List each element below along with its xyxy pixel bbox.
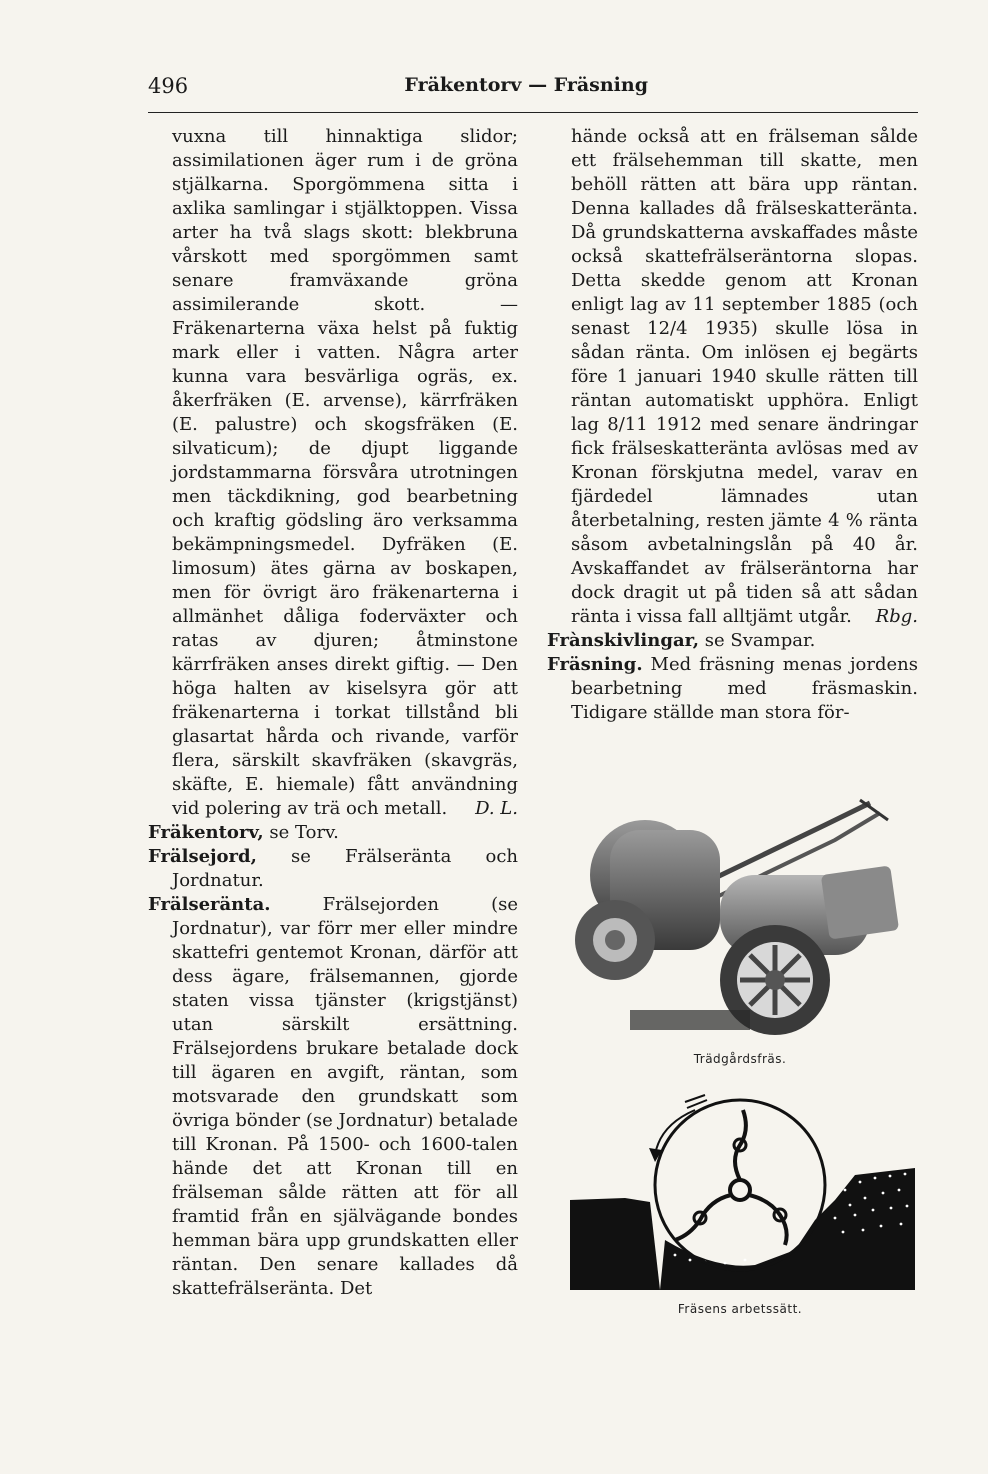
caption-garden-tiller: Trädgårdsfräs.: [693, 1052, 787, 1066]
fralseranta-cont-text: hände också att en frälseman sålde ett frälsehemman till skatte, men behöll rätten att bära upp räntan. Denna kallades då frälseskatteränta. Då grundskatterna avskaffades måste också skattefrälseräntorna slopas. Detta skedde genom att Kronan enligt lag av 11 september 1885 (och senast 12/4 1935) skulle lösa in sådan ränta. Om inlösen ej begärts före 1 januari 1940 skulle rätten till räntan automatiskt upphöra. Enligt lag 8/11 1912 med senare ändringar fick frälseskatteränta avlösas med av Kronan förskjutna medel, varav en fjärdedel lämnades utan återbetalning, resten jämte 4 % ränta såsom avbetalningslån på 40 år. Avskaffandet av frälseräntorna har dock dragit ut på tiden så att sådan ränta i vissa fall alltjämt utgår.: [571, 126, 918, 627]
author-signature-rbg: Rbg.: [875, 606, 918, 627]
header-rule: [148, 112, 918, 113]
author-signature-dl: D. L.: [475, 798, 518, 819]
entry-frakentorv: [148, 821, 518, 845]
running-header: [148, 74, 918, 104]
entry-fralseranta: [148, 893, 518, 1301]
headword-frasning: Fräsning.: [547, 654, 643, 675]
figure-tiller-operation: [560, 1090, 920, 1316]
headword-franskivlingar: Frànskivlingar,: [547, 630, 700, 651]
headword-fralsejord: Frälsejord,: [148, 846, 257, 867]
entry-fralsejord: [148, 845, 518, 893]
entry-frakentorv-text: se Torv.: [263, 822, 339, 843]
fraken-continuation: [148, 125, 518, 821]
entry-fralseranta-text: Frälsejorden (se Jordnatur), var förr mer eller mindre skattefri gentemot Kronan, därför att dess ägare, frälsemannen, gjorde staten vissa tjänster (krigstjänst) utan särskilt ersättning. Frälsejordens brukare betalade dock till ägaren en avgift, räntan, som motsvarade den grundskatt som övriga bönder (se Jordnatur) betalade till Kronan. På 1500- och 1600-talen hände det att Kronan till en frälseman sålde rätten att för all framtid från en självägande bondes hemman bära upp grundskatten eller räntan. Den senare kallades då skattefrälseränta. Det: [172, 894, 518, 1299]
right-column: [547, 125, 918, 725]
tiller-operation-diagram: [565, 1090, 915, 1290]
entry-franskivlingar: [547, 629, 918, 653]
caption-tiller-operation: Fräsens arbetssätt.: [677, 1302, 803, 1316]
left-column: [148, 125, 518, 1301]
entry-fralsejord-text: se Frälseränta och Jordnatur.: [172, 846, 518, 891]
entry-frasning: [547, 653, 918, 725]
page-number: 496: [148, 74, 189, 98]
headword-fralseranta: Frälseränta.: [148, 894, 271, 915]
running-title: Fräkentorv — Fräsning: [404, 74, 648, 96]
garden-tiller-illustration: [570, 795, 910, 1040]
fraken-text: vuxna till hinnaktiga slidor; assimilationen äger rum i de gröna stjälkarna. Sporgömmena sitta i axlika samlingar i stjälktoppen. Vissa arter ha två slags skott: blekbruna vårskott med sporgömmen samt senare framväxande gröna assimilerande skott. — Fräkenarterna växa helst på fuktig mark eller i vatten. Några arter kunna vara besvärliga ogräs, ex. åkerfräken (E. arvense), kärrfräken (E. palustre) och skogsfräken (E. silvaticum); de djupt liggande jordstammarna försvåra utrotningen men täckdikning, god bearbetning och kraftig gödsling äro verksamma bekämpningsmedel. Dyfräken (E. limosum) ätes gärna av boskapen, men för övrigt äro fräkenarterna i allmänhet dåliga foderväxter och ratas av djuren; åtminstone kärrfräken anses direkt giftig. — Den höga halten av kiselsyra gör att fräkenarterna i torkat tillstånd bli glasartat hårda och rivande, varför flera, särskilt skavfräken (skavgräs, skäfte, E. hiemale) fått användning vid polering av trä och metall.: [172, 126, 518, 819]
figure-garden-tiller: [560, 795, 920, 1066]
entry-frasning-text: Med fräsning menas jordens bearbetning med fräsmaskin. Tidigare ställde man stora för-: [571, 654, 918, 723]
headword-frakentorv: Fräkentorv,: [148, 822, 264, 843]
fralseranta-continuation: [547, 125, 918, 629]
entry-franskivlingar-text: se Svampar.: [699, 630, 816, 651]
